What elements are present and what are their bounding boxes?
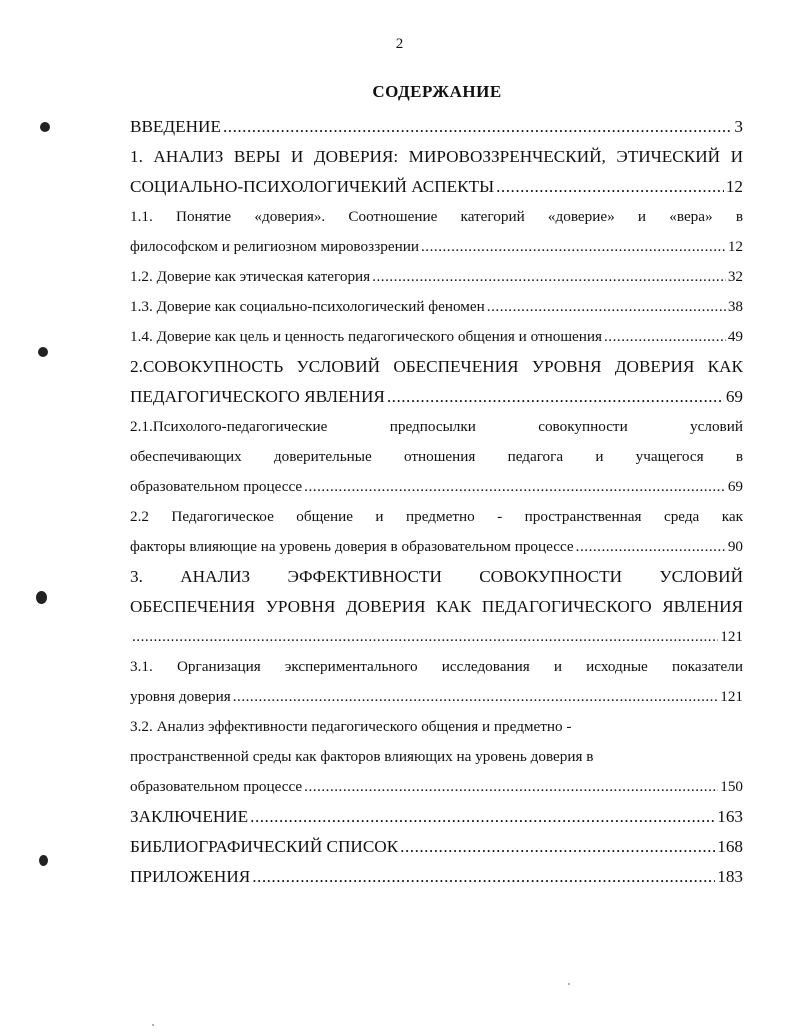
binding-hole-mark	[39, 855, 48, 866]
toc-entry-title: ВВЕДЕНИЕ	[130, 117, 221, 136]
toc-entry-title: 1.2. Доверие как этическая категория	[130, 268, 371, 285]
dot-leader	[387, 382, 724, 412]
toc-page-number: 121	[720, 688, 743, 705]
toc-entry-section-3-2[interactable]	[130, 772, 743, 802]
toc-page-number: 163	[717, 807, 743, 826]
toc-page-number: 3	[734, 117, 743, 136]
toc-entry-title: БИБЛИОГРАФИЧЕСКИЙ СПИСОК	[130, 837, 399, 856]
page-number: 2	[395, 36, 404, 52]
toc-entry-section-1-2[interactable]	[130, 262, 743, 292]
toc-entry-title: 1.4. Доверие как цель и ценность педагогического общения и отношения	[130, 328, 602, 345]
table-of-contents	[130, 112, 743, 892]
toc-entry-title: 1.3. Доверие как социально-психологический феномен	[130, 298, 485, 315]
dot-leader	[252, 862, 715, 892]
toc-page-number: 183	[717, 867, 743, 886]
toc-entry-section-2-2[interactable]	[130, 532, 743, 562]
binding-hole-mark	[38, 347, 48, 357]
dot-leader	[132, 622, 718, 652]
toc-page-number: 168	[717, 837, 743, 856]
toc-entry-section-2-1-line[interactable]: 2.1.Психолого-педагогические предпосылки совокупности условий	[130, 418, 743, 435]
dot-leader	[496, 172, 724, 202]
dot-leader	[233, 682, 719, 712]
toc-entry-appendices[interactable]	[130, 862, 743, 892]
toc-entry-title: образовательном процессе	[130, 478, 303, 495]
toc-page-number: 90	[727, 538, 743, 555]
toc-entry-chapter-1[interactable]	[130, 172, 743, 202]
toc-entry-section-2-1-line[interactable]: обеспечивающих доверительные отношения педагога и учащегося в	[130, 448, 743, 465]
toc-page-number: 12	[725, 177, 743, 196]
dot-leader	[576, 532, 726, 562]
toc-entry-chapter-1-line[interactable]: 1. АНАЛИЗ ВЕРЫ И ДОВЕРИЯ: МИРОВОЗЗРЕНЧЕСКИЙ, ЭТИЧЕСКИЙ И	[130, 147, 743, 166]
dot-leader	[304, 472, 726, 502]
dot-leader	[372, 262, 726, 292]
toc-entry-section-2-2-line[interactable]: 2.2 Педагогическое общение и предметно - пространственная среда как	[130, 508, 743, 525]
page-title: СОДЕРЖАНИЕ	[372, 82, 502, 101]
toc-entry-title: СОЦИАЛЬНО-ПСИХОЛОГИЧЕКИЙ АСПЕКТЫ	[130, 177, 495, 196]
toc-entry-title: факторы влияющие на уровень доверия в образовательном процессе	[130, 538, 574, 555]
dot-leader	[223, 112, 732, 142]
toc-page-number: 69	[725, 387, 743, 406]
toc-entry-section-2-1[interactable]	[130, 472, 743, 502]
toc-page-number: 38	[727, 298, 743, 315]
toc-entry-section-3-1-line[interactable]: 3.1. Организация экспериментального исследования и исходные показатели	[130, 658, 743, 675]
toc-page-number: 121	[720, 628, 743, 645]
toc-entry-introduction[interactable]	[130, 112, 743, 142]
dot-leader	[604, 322, 726, 352]
toc-entry-title: уровня доверия	[130, 688, 231, 705]
toc-page-number: 32	[727, 268, 743, 285]
dot-leader	[250, 802, 715, 832]
binding-hole-mark	[40, 122, 50, 132]
toc-entry-section-1-1[interactable]	[130, 232, 743, 262]
toc-entry-section-3-2-line[interactable]: 3.2. Анализ эффективности педагогического общения и предметно -	[130, 718, 572, 735]
toc-page-number: 150	[720, 778, 743, 795]
toc-entry-bibliography[interactable]	[130, 832, 743, 862]
toc-page-number: 12	[727, 238, 743, 255]
toc-entry-section-1-4[interactable]	[130, 322, 743, 352]
scan-speck	[152, 1024, 154, 1026]
toc-entry-title: ПРИЛОЖЕНИЯ	[130, 867, 251, 886]
dot-leader	[421, 232, 726, 262]
toc-entry-section-1-1-line[interactable]: 1.1. Понятие «доверия». Соотношение категорий «доверие» и «вера» в	[130, 208, 743, 225]
toc-entry-section-3-1[interactable]	[130, 682, 743, 712]
toc-entry-chapter-3-line[interactable]: 3. АНАЛИЗ ЭФФЕКТИВНОСТИ СОВОКУПНОСТИ УСЛОВИЙ	[130, 567, 743, 586]
toc-entry-title: образовательном процессе	[130, 778, 303, 795]
dot-leader	[304, 772, 718, 802]
toc-page-number: 49	[727, 328, 743, 345]
dot-leader	[487, 292, 726, 322]
toc-entry-chapter-2[interactable]	[130, 382, 743, 412]
binding-hole-mark	[36, 591, 47, 604]
toc-entry-chapter-2-line[interactable]: 2.СОВОКУПНОСТЬ УСЛОВИЙ ОБЕСПЕЧЕНИЯ УРОВНЯ ДОВЕРИЯ КАК	[130, 357, 743, 376]
toc-entry-title: ПЕДАГОГИЧЕСКОГО ЯВЛЕНИЯ	[130, 387, 385, 406]
dot-leader	[400, 832, 715, 862]
toc-entry-section-1-3[interactable]	[130, 292, 743, 322]
toc-page-number: 69	[727, 478, 743, 495]
toc-entry-chapter-3-line[interactable]: ОБЕСПЕЧЕНИЯ УРОВНЯ ДОВЕРИЯ КАК ПЕДАГОГИЧЕСКОГО ЯВЛЕНИЯ	[130, 597, 743, 616]
toc-entry-section-3-2-line[interactable]: пространственной среды как факторов влияющих на уровень доверия в	[130, 748, 594, 765]
scan-speck	[568, 983, 570, 985]
toc-entry-conclusion[interactable]	[130, 802, 743, 832]
toc-entry-chapter-3[interactable]	[130, 622, 743, 652]
toc-entry-title: ЗАКЛЮЧЕНИЕ	[130, 807, 249, 826]
toc-entry-title: философском и религиозном мировоззрении	[130, 238, 419, 255]
